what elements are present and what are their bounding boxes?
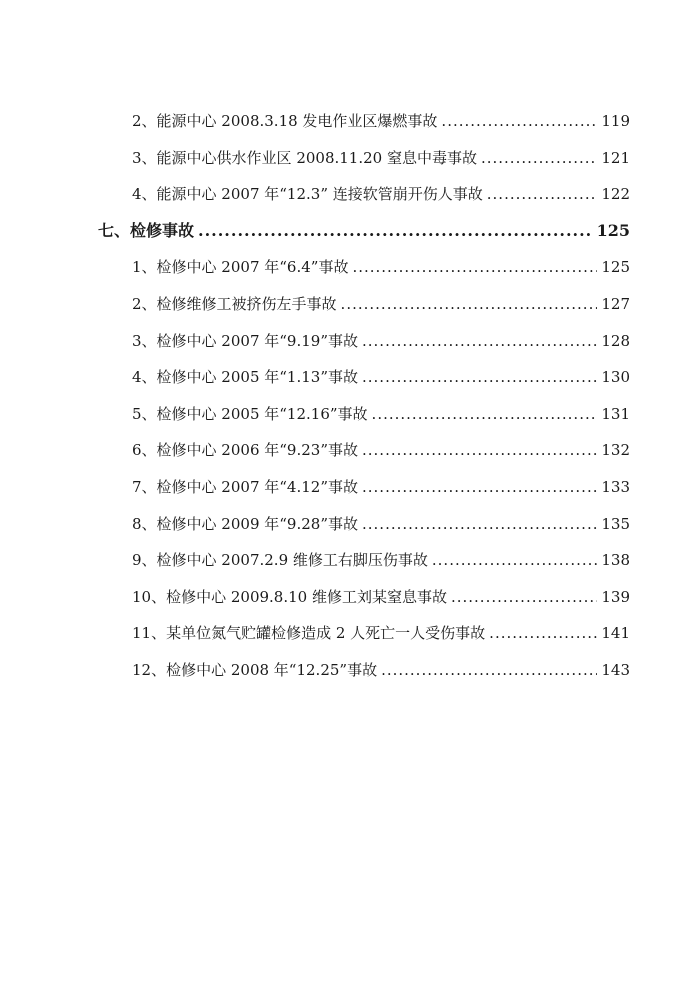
toc-entry-label: 4、能源中心 2007 年“12.3” 连接软管崩开伤人事故 [132,185,483,204]
toc-chapter-page: 125 [596,220,630,240]
toc-entry-label: 5、检修中心 2005 年“12.16”事故 [132,404,368,423]
toc-entry[interactable] [98,469,630,506]
dot-leader [198,213,593,250]
dot-leader [381,652,597,689]
toc-entry-label: 9、检修中心 2007.2.9 维修工右脚压伤事故 [132,551,428,570]
toc-entry[interactable] [98,359,630,396]
toc-entry-page: 128 [601,331,630,350]
toc-entry-label: 7、检修中心 2007 年“4.12”事故 [132,477,358,496]
table-of-contents [98,103,630,689]
toc-entry-label: 8、检修中心 2009 年“9.28”事故 [132,514,358,533]
toc-entry[interactable] [98,542,630,579]
toc-entry-page: 125 [601,258,630,277]
dot-leader [481,140,597,177]
toc-entry[interactable] [98,103,630,140]
toc-chapter-label: 七、检修事故 [98,220,195,240]
dot-leader [362,506,597,543]
toc-entry-page: 143 [601,660,630,679]
dot-leader [372,396,598,433]
toc-entry[interactable] [98,432,630,469]
toc-entry-page: 131 [601,404,630,423]
dot-leader [432,542,597,579]
toc-entry[interactable] [98,249,630,286]
toc-entry-page: 132 [601,441,630,460]
toc-entry-page: 122 [601,185,630,204]
toc-entry-label: 1、检修中心 2007 年“6.4”事故 [132,258,349,277]
dot-leader [341,286,598,323]
toc-entry[interactable] [98,506,630,543]
toc-entry-page: 121 [601,148,630,167]
dot-leader [451,579,597,616]
toc-entry-page: 127 [601,294,630,313]
toc-entry-label: 12、检修中心 2008 年“12.25”事故 [132,660,378,679]
toc-entry-page: 139 [601,587,630,606]
toc-entry[interactable] [98,176,630,213]
toc-entry-label: 3、检修中心 2007 年“9.19”事故 [132,331,358,350]
dot-leader [487,176,598,213]
toc-entry-page: 133 [601,477,630,496]
toc-entry-label: 3、能源中心供水作业区 2008.11.20 窒息中毒事故 [132,148,477,167]
toc-entry-label: 4、检修中心 2005 年“1.13”事故 [132,368,358,387]
toc-chapter-entry[interactable] [98,213,630,250]
dot-leader [362,432,597,469]
dot-leader [362,469,597,506]
toc-entry[interactable] [98,286,630,323]
toc-entry-label: 2、检修维修工被挤伤左手事故 [132,294,337,313]
toc-entry-page: 138 [601,551,630,570]
dot-leader [362,359,597,396]
toc-entry[interactable] [98,652,630,689]
toc-entry-page: 135 [601,514,630,533]
dot-leader [352,249,597,286]
toc-entry-page: 119 [601,112,630,130]
toc-entry-label: 11、某单位氮气贮罐检修造成 2 人死亡一人受伤事故 [132,624,486,643]
toc-entry-label: 10、检修中心 2009.8.10 维修工刘某窒息事故 [132,587,447,606]
toc-entry[interactable] [98,615,630,652]
dot-leader [441,103,597,140]
dot-leader [362,323,597,360]
toc-entry-page: 141 [601,624,630,643]
toc-entry-page: 130 [601,368,630,387]
toc-entry[interactable] [98,140,630,177]
toc-entry-label: 6、检修中心 2006 年“9.23”事故 [132,441,358,460]
toc-entry[interactable] [98,396,630,433]
toc-entry-label: 2、能源中心 2008.3.18 发电作业区爆燃事故 [132,112,438,130]
toc-entry[interactable] [98,579,630,616]
dot-leader [489,615,597,652]
toc-entry[interactable] [98,323,630,360]
